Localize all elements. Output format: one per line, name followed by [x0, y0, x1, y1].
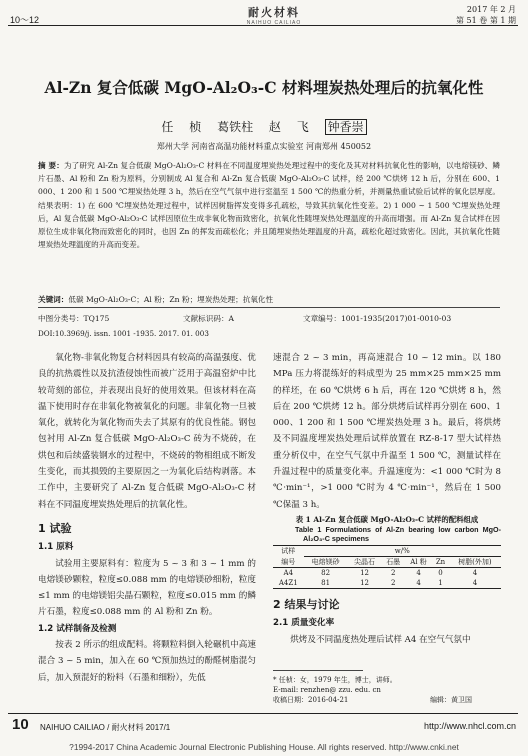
paper-title: Al-Zn 复合低碳 MgO-Al₂O₃-C 材料埋炭热处理后的抗氧化性	[44, 78, 484, 97]
table-cell: 4	[472, 568, 478, 577]
affiliation: 郑州大学 河南省高温功能材料重点实验室 河南郑州 450052	[156, 142, 372, 151]
table-cell: 82	[321, 568, 331, 577]
table-cell: 1	[432, 578, 449, 589]
author-2: 葛铁柱	[217, 120, 254, 134]
table-header-row	[273, 545, 501, 556]
results-paragraph: 烘烤及不同温度热处理后试样 A4 在空气气氛中	[290, 634, 471, 645]
table-cell: 0	[438, 568, 443, 577]
table-header-row	[273, 556, 501, 567]
header-issue	[456, 4, 516, 26]
journal-logo-en: NAIHUO CAILIAO	[246, 20, 302, 26]
table-cell: 4	[405, 578, 432, 589]
table-head-sample: 试样	[273, 545, 304, 556]
table-cell: 4	[449, 578, 501, 589]
table-row	[273, 567, 501, 578]
table-cell: 2	[390, 568, 396, 577]
document-code: 文献标识码：A	[183, 314, 235, 323]
page-number: 10	[12, 716, 29, 733]
keywords	[38, 294, 500, 305]
table-cell: 12	[348, 578, 382, 589]
header-date: 2017 年 2 月	[466, 5, 516, 14]
meta-divider	[38, 307, 500, 308]
section-1-1-heading: 1.1 原料	[38, 542, 74, 553]
table-cell: 12	[360, 568, 369, 577]
table-col: Zn	[432, 556, 449, 567]
footnote-editor: 编辑：黄卫国	[430, 696, 472, 704]
clc-number: 中图分类号：TQ175	[38, 314, 110, 323]
table-head-no: 编号	[273, 556, 304, 567]
table-col: 树脂(外加)	[449, 556, 501, 567]
footnote-email: E-mail: renzhen@ zzu. edu. cn	[273, 686, 381, 694]
table-row	[273, 578, 501, 589]
footer-rule	[8, 713, 518, 714]
keywords-label: 关键词：	[38, 295, 69, 304]
body-left-column	[38, 350, 256, 686]
article-number: 文章编号：1001-1935(2017)01-0010-03	[303, 314, 452, 323]
table-1-caption-en: Table 1 Formulations of Al-Zn bearing low carbon MgO-Al₂O₃-C specimens	[295, 524, 501, 543]
table-cell: A4Z1	[273, 578, 304, 589]
formulation-table	[273, 545, 501, 589]
meta-row	[38, 313, 500, 324]
footer-journal: NAIHUO CAILIAO / 耐火材料 2017/1	[40, 723, 171, 732]
author-3: 赵 飞	[268, 120, 309, 134]
header-volume: 第 51 卷 第 1 期	[456, 16, 516, 25]
author-1: 任 桢	[161, 120, 202, 134]
section-2-1-heading: 2.1 质量变化率	[273, 618, 335, 629]
footnote-rule	[273, 670, 363, 671]
table-cell: 81	[304, 578, 348, 589]
section-1-heading: 1 试验	[38, 521, 72, 535]
table-col: Al 粉	[405, 556, 432, 567]
section-1-2-heading: 1.2 试样制备及检测	[38, 623, 117, 634]
table-col: 石墨	[381, 556, 405, 567]
footnote	[273, 675, 397, 705]
table-col: 尖晶石	[348, 556, 382, 567]
preparation-continued: 速混合 2 ~ 3 min，再高速混合 10 ~ 12 min。以 180 MPa 压力将混练好的料成型为 25 mm×25 mm×25 mm 的样坯，在 60 ℃烘烤 6 h 后，再在 120 ℃烘烤 8 h，然后在 200 ℃烘烤 12 h。部分烘烤后试样再分别在 600、1 000、1 200 和 1 500 ℃埋炭热处理 3 h。最后，将烘烤及不同温度埋炭热处理后试样放置在 RZ-8-17 型大试样热重分析仪中，在空气气氛中升温至 1 500 ℃，测量试样在升温过程中的质量变化率。升温速度为：<1 000 ℃时为 8 ℃·min⁻¹，>1 000 ℃时为 4 ℃·min⁻¹，然后在 1 500 ℃保温 3 h。	[273, 353, 501, 510]
header-rule	[8, 25, 518, 26]
footnote-received: 收稿日期：2016-04-21	[273, 696, 349, 704]
table-cell: 4	[416, 568, 421, 577]
section-2-heading: 2 结果与讨论	[273, 597, 340, 611]
preparation-paragraph: 按表 2 所示的组成配料。将颗粒料倒入轮碾机中高速混合 3 ~ 5 min，加入在 60 ℃预加热过的酚醛树脂混匀后，加入预混好的粉料（石墨和细粉），先低	[38, 640, 256, 683]
table-cell: A4	[283, 568, 294, 577]
abstract-label: 摘 要：	[38, 161, 64, 170]
footer-website-link[interactable]: http://www.nhcl.com.cn	[423, 721, 516, 731]
journal-logo	[242, 4, 306, 26]
footnote-author: * 任桢：女，1979 年生，博士，讲师。	[273, 676, 397, 684]
intro-paragraph: 氧化物-非氧化物复合材料因具有较高的高温强度、优良的抗热震性以及抗渣侵蚀性而被广泛用于高温窑炉中比较苛刻的部位，并表现出良好的使用效果。但该材料在高温下使用时存在非氧化物被氧化的问题。非氧化物一旦被氧化，就转化为氧化物而失去了其原有的优良性能。钢包包衬用 Al-Zn 复合低碳 MgO-Al₂O₃-C 砖为不烧砖，在烘包和后续盛装钢水的过程中，不烧砖的物相组成不断发生变化，而其损毁的主要原因之一为氧化后结构剥落。本工作中，主要研究了 Al-Zn 复合低碳 MgO-Al₂O₃-C 材料在不同温度埋炭热处理后的抗氧化性。	[38, 353, 256, 510]
abstract	[38, 159, 500, 251]
journal-logo-text: 耐火材料	[248, 6, 300, 19]
copyright-line: ?1994-2017 China Academic Journal Electronic Publishing House. All rights reserved. http://www.cnki.net	[69, 742, 459, 752]
author-list	[0, 118, 528, 135]
author-4-boxed: 钟香崇	[325, 119, 367, 135]
raw-materials-paragraph: 试验用主要原料有：粒度为 5 ~ 3 和 3 ~ 1 mm 的电熔镁砂颗粒，粒度≤0.088 mm 的电熔镁砂细粉，粒度≤1 mm 的电熔镁铝尖晶石颗粒，粒度≤0.015 mm 的鳞片石墨，粒度≤0.088 mm 的 Al 粉和 Zn 粉。	[38, 558, 256, 618]
table-head-unit: w/%	[304, 545, 501, 556]
keywords-text: 低碳 MgO-Al₂O₃-C；Al 粉；Zn 粉；埋炭热处理；抗氧化性	[68, 295, 274, 304]
doi: DOI:10.3969/j. issn. 1001 -1935. 2017. 01. 003	[38, 329, 209, 338]
table-cell: 2	[381, 578, 405, 589]
abstract-text: 为了研究 Al-Zn 复合低碳 MgO-Al₂O₃-C 材料在不同温度埋炭热处理过程中的变化及其对材料抗氧化性的影响，以电熔镁砂、鳞片石墨、Al 粉和 Zn 粉为原料，分别制成 Al 复合和 Al-Zn 复合低碳 MgO-Al₂O₃-C 试样，经 200 ℃烘烤 12 h 后，分别在 600、1 000、1 200 和 1 500 ℃埋炭热处理 3 h，然后在空气气氛中进行室温至 1 500 ℃的热重分析，并测量热重试验后试样的氧化层厚度。结果表明：1) 在 600 ℃埋炭热处理过程中，试样因树脂挥发变得多孔疏松，导致其抗氧化性变差。2) 1 000 ~ 1 500 ℃埋炭热处理后，Al 复合低碳 MgO-Al₂O₃-C 试样因原位生成非氧化物而致密化，抗氧化性随埋炭热处理温度的升高而增强。而 Al-Zn 复合试样在因原位生成非氧化物而致密化的同时，也因 Zn 的挥发而疏松化；并且随埋炭热处理温度的升高，疏松化超过致密化。因此，其抗氧化性随埋炭热处理温度的升高而变差。	[38, 161, 500, 250]
body-right-column	[273, 350, 501, 648]
table-col: 电熔镁砂	[304, 556, 348, 567]
table-1-caption: 表 1 Al-Zn 复合低碳 MgO-Al₂O₃-C 试样的配料组成	[295, 514, 479, 524]
header-pages: 10～12	[10, 15, 40, 25]
